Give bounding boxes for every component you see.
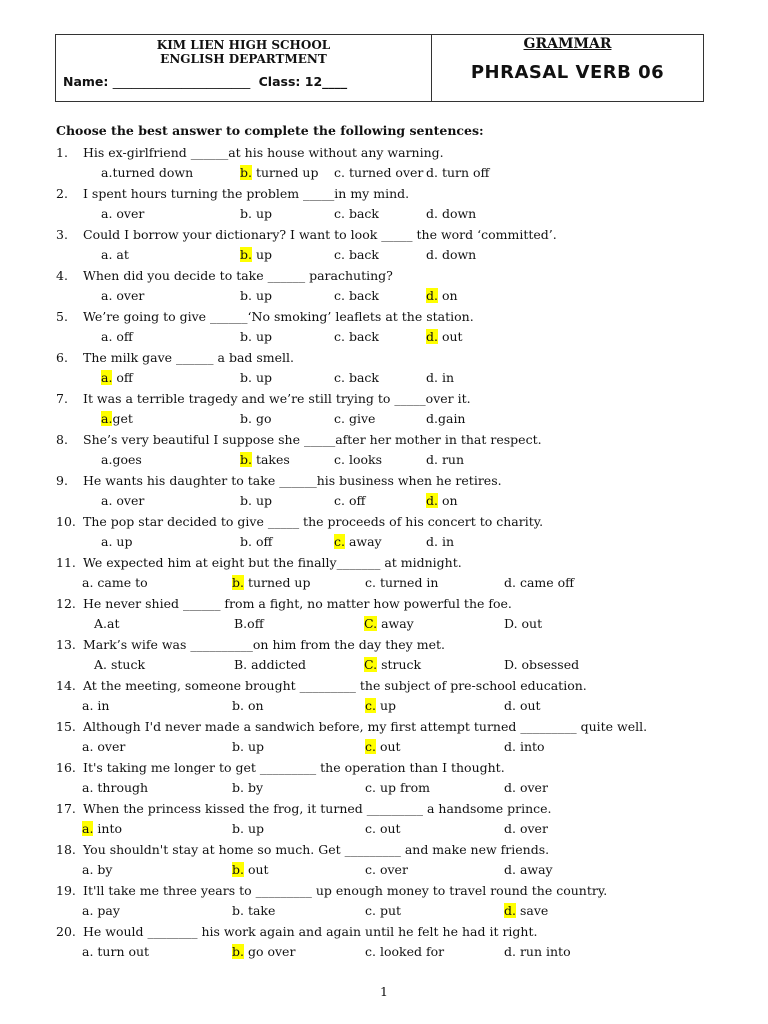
answer-option	[232, 943, 295, 961]
answer-option	[240, 328, 272, 346]
option-letter: b.	[232, 821, 244, 836]
option-letter: D.	[504, 657, 518, 672]
option-text: back	[344, 206, 379, 221]
option-letter: a.	[82, 739, 94, 754]
option-letter: d.	[504, 698, 516, 713]
option-letter: c.	[334, 165, 345, 180]
option-text: turn out	[93, 944, 150, 959]
question-number: 17.	[56, 801, 76, 816]
option-letter: A.	[94, 657, 108, 672]
option-letter: a.	[82, 821, 94, 836]
answer-option	[426, 410, 466, 428]
option-letter: b.	[232, 698, 244, 713]
option-letter: a.	[101, 370, 113, 385]
answer-option	[504, 697, 541, 715]
answer-option	[365, 738, 401, 756]
question-number: 15.	[56, 719, 76, 734]
answer-option	[504, 574, 574, 592]
question-number: 6.	[56, 350, 68, 365]
answer-option	[240, 287, 272, 305]
answer-option	[232, 738, 264, 756]
answer-option	[426, 369, 454, 387]
answer-option	[334, 533, 382, 551]
option-letter: b.	[240, 329, 252, 344]
option-text: run into	[515, 944, 571, 959]
option-text: came to	[93, 575, 148, 590]
option-text: came off	[515, 575, 575, 590]
answer-option	[334, 328, 379, 346]
worksheet-header	[55, 34, 704, 102]
answer-option	[334, 492, 365, 510]
option-letter: B.	[234, 657, 248, 672]
option-text: away	[344, 534, 382, 549]
option-letter: b.	[240, 452, 252, 467]
option-text: turned up	[243, 575, 311, 590]
answer-option	[101, 287, 144, 305]
option-letter: c.	[334, 247, 345, 262]
answer-option	[82, 779, 148, 797]
answer-option	[504, 656, 579, 674]
question-number: 10.	[56, 514, 76, 529]
answer-option	[232, 697, 264, 715]
question-text: When the princess kissed the frog, it turned _________ a handsome prince.	[83, 801, 552, 816]
option-text: gain	[437, 411, 466, 426]
answer-option	[240, 246, 272, 264]
option-letter: b.	[232, 739, 244, 754]
answer-option	[426, 328, 463, 346]
header-topic-box	[432, 35, 703, 101]
option-letter: d.	[426, 534, 438, 549]
option-text: back	[344, 247, 379, 262]
question-text: Mark’s wife was __________on him from the day they met.	[83, 637, 445, 652]
answer-option	[101, 328, 133, 346]
option-text: turned down	[112, 165, 194, 180]
option-letter: a.	[101, 329, 113, 344]
option-letter: a.	[101, 165, 113, 180]
answer-option	[426, 451, 464, 469]
answer-option	[101, 164, 193, 182]
option-letter: b.	[232, 780, 244, 795]
subject-title: GRAMMAR	[523, 36, 612, 52]
option-text: off	[247, 616, 264, 631]
option-text: at	[107, 616, 120, 631]
answer-option	[101, 492, 144, 510]
answer-option	[240, 533, 272, 551]
option-letter: c.	[334, 493, 345, 508]
option-letter: b.	[240, 411, 252, 426]
option-letter: a.	[82, 575, 94, 590]
option-text: off	[251, 534, 273, 549]
option-letter: a.	[82, 903, 94, 918]
option-text: turned up	[251, 165, 319, 180]
option-letter: c.	[334, 370, 345, 385]
answer-option	[504, 861, 553, 879]
question-text: She’s very beautiful I suppose she _____after her mother in that respect.	[83, 432, 542, 447]
option-text: go over	[243, 944, 296, 959]
answer-option	[504, 820, 548, 838]
option-text: obsessed	[517, 657, 580, 672]
option-letter: c.	[334, 206, 345, 221]
option-text: go	[251, 411, 272, 426]
option-text: out	[243, 862, 269, 877]
answer-option	[426, 287, 458, 305]
option-letter: b.	[232, 862, 244, 877]
option-letter: a.	[101, 411, 113, 426]
option-letter: c.	[365, 862, 376, 877]
option-text: in	[437, 534, 455, 549]
option-text: away	[377, 616, 414, 631]
option-letter: a.	[101, 206, 113, 221]
answer-option	[334, 410, 375, 428]
answer-option	[364, 656, 421, 674]
question-number: 9.	[56, 473, 68, 488]
option-text: out	[375, 821, 401, 836]
option-text: over	[375, 862, 408, 877]
option-text: struck	[377, 657, 422, 672]
option-letter: d.	[504, 862, 516, 877]
option-text: up	[243, 821, 265, 836]
option-letter: b.	[240, 247, 252, 262]
question-text: It was a terrible tragedy and we’re still trying to _____over it.	[83, 391, 471, 406]
option-text: off	[112, 329, 133, 344]
option-letter: a.	[82, 780, 94, 795]
option-text: give	[344, 411, 376, 426]
option-letter: a.	[101, 452, 113, 467]
answer-option	[101, 451, 142, 469]
option-text: over	[112, 493, 145, 508]
option-letter: A.	[94, 616, 108, 631]
option-letter: c.	[365, 903, 376, 918]
option-text: over	[515, 821, 548, 836]
answer-option	[94, 656, 145, 674]
option-letter: c.	[365, 780, 376, 795]
option-letter: d.	[504, 780, 516, 795]
answer-option	[240, 205, 272, 223]
option-text: up	[251, 288, 273, 303]
option-text: down	[437, 206, 477, 221]
question-text: It's taking me longer to get _________ the operation than I thought.	[83, 760, 505, 775]
option-text: up	[251, 370, 273, 385]
topic-title: PHRASAL VERB 06	[470, 62, 665, 83]
question-text: At the meeting, someone brought _________ the subject of pre-school education.	[83, 678, 587, 693]
answer-option	[232, 820, 264, 838]
question-text: He never shied ______ from a fight, no matter how powerful the foe.	[83, 596, 512, 611]
answer-option	[426, 246, 476, 264]
option-letter: B.	[234, 616, 248, 631]
option-letter: d.	[426, 370, 438, 385]
question-text: We expected him at eight but the finally_______ at midnight.	[83, 555, 462, 570]
header-school-box	[56, 35, 432, 101]
option-text: down	[437, 247, 477, 262]
question-number: 12.	[56, 596, 76, 611]
option-letter: d.	[426, 452, 438, 467]
option-text: by	[243, 780, 264, 795]
answer-option	[365, 943, 444, 961]
question-text: His ex-girlfriend ______at his house without any warning.	[83, 145, 444, 160]
answer-option	[334, 246, 379, 264]
answer-option	[334, 369, 379, 387]
option-text: turned over	[344, 165, 424, 180]
option-text: run	[437, 452, 465, 467]
answer-option	[426, 492, 458, 510]
answer-option	[365, 779, 430, 797]
option-letter: c.	[365, 944, 376, 959]
answer-option	[504, 779, 548, 797]
option-text: over	[112, 288, 145, 303]
option-letter: d.	[504, 944, 516, 959]
option-text: save	[515, 903, 549, 918]
department-name: ENGLISH DEPARTMENT	[160, 52, 327, 66]
answer-option	[504, 615, 542, 633]
option-text: off	[344, 493, 366, 508]
question-text: Could I borrow your dictionary? I want to look _____ the word ‘committed’.	[83, 227, 557, 242]
answer-option	[240, 164, 318, 182]
answer-option	[240, 492, 272, 510]
answer-option	[232, 779, 263, 797]
option-letter: b.	[240, 534, 252, 549]
option-letter: a.	[101, 247, 113, 262]
option-letter: d.	[504, 739, 516, 754]
option-text: up	[251, 329, 273, 344]
answer-option	[240, 369, 272, 387]
answer-option	[365, 861, 408, 879]
option-text: back	[344, 329, 379, 344]
option-text: by	[93, 862, 113, 877]
answer-option	[334, 287, 379, 305]
name-label: Name:	[63, 74, 109, 89]
question-text: When did you decide to take ______ parachuting?	[83, 268, 393, 283]
option-text: out	[517, 616, 543, 631]
option-letter: C.	[364, 616, 378, 631]
option-letter: C.	[364, 657, 378, 672]
option-letter: d.	[426, 329, 438, 344]
answer-option	[234, 615, 264, 633]
answer-option	[101, 533, 132, 551]
option-letter: b.	[232, 944, 244, 959]
answer-option	[364, 615, 414, 633]
question-text: The milk gave ______ a bad smell.	[83, 350, 295, 365]
question-number: 13.	[56, 637, 76, 652]
answer-option	[232, 574, 310, 592]
option-letter: a.	[101, 493, 113, 508]
question-number: 20.	[56, 924, 76, 939]
answer-option	[232, 902, 275, 920]
option-letter: d.	[504, 575, 516, 590]
question-number: 18.	[56, 842, 76, 857]
option-text: put	[375, 903, 402, 918]
page-number: 1	[380, 984, 388, 999]
answer-option	[334, 164, 423, 182]
question-number: 8.	[56, 432, 68, 447]
option-letter: b.	[240, 288, 252, 303]
option-text: off	[112, 370, 133, 385]
option-text: in	[437, 370, 455, 385]
option-text: up	[251, 493, 273, 508]
question-number: 7.	[56, 391, 68, 406]
option-letter: d.	[426, 165, 438, 180]
option-letter: d.	[426, 247, 438, 262]
option-letter: a.	[101, 288, 113, 303]
option-text: turn off	[437, 165, 490, 180]
name-class-row	[63, 74, 347, 89]
option-letter: c.	[365, 698, 376, 713]
answer-option	[426, 164, 489, 182]
option-letter: c.	[334, 534, 345, 549]
option-letter: D.	[504, 616, 518, 631]
question-number: 14.	[56, 678, 76, 693]
answer-option	[101, 369, 133, 387]
question-number: 11.	[56, 555, 76, 570]
answer-option	[240, 410, 272, 428]
option-text: out	[437, 329, 463, 344]
answer-option	[426, 205, 476, 223]
option-text: over	[112, 206, 145, 221]
option-text: over	[515, 780, 548, 795]
option-text: on	[437, 493, 458, 508]
option-text: into	[515, 739, 545, 754]
class-label: Class: 12____	[258, 74, 348, 89]
school-name: KIM LIEN HIGH SCHOOL	[156, 38, 331, 52]
option-letter: c.	[365, 575, 376, 590]
option-letter: b.	[240, 370, 252, 385]
option-letter: b.	[240, 165, 252, 180]
answer-option	[101, 410, 133, 428]
answer-option	[101, 205, 144, 223]
name-blank: ______________________	[112, 74, 251, 89]
answer-option	[365, 902, 401, 920]
answer-option	[240, 451, 290, 469]
option-text: on	[437, 288, 458, 303]
answer-option	[334, 451, 382, 469]
option-letter: c.	[365, 821, 376, 836]
question-text: You shouldn't stay at home so much. Get _________ and make new friends.	[83, 842, 550, 857]
option-text: out	[375, 739, 401, 754]
option-letter: c.	[334, 452, 345, 467]
option-text: turned in	[375, 575, 439, 590]
answer-option	[504, 902, 548, 920]
option-text: take	[243, 903, 276, 918]
question-number: 1.	[56, 145, 68, 160]
option-text: takes	[251, 452, 290, 467]
question-number: 5.	[56, 309, 68, 324]
question-number: 2.	[56, 186, 68, 201]
option-letter: a.	[82, 944, 94, 959]
answer-option	[94, 615, 120, 633]
question-number: 16.	[56, 760, 76, 775]
option-letter: b.	[240, 493, 252, 508]
option-letter: b.	[232, 575, 244, 590]
answer-option	[101, 246, 129, 264]
option-letter: c.	[334, 411, 345, 426]
option-letter: c.	[365, 739, 376, 754]
answer-option	[82, 902, 120, 920]
option-letter: c.	[334, 329, 345, 344]
answer-option	[426, 533, 454, 551]
answer-option	[504, 943, 571, 961]
question-text: We’re going to give ______‘No smoking’ leaflets at the station.	[83, 309, 474, 324]
option-letter: d.	[426, 206, 438, 221]
question-number: 19.	[56, 883, 76, 898]
option-letter: b.	[232, 903, 244, 918]
option-text: back	[344, 370, 379, 385]
answer-option	[82, 574, 148, 592]
option-text: looked for	[375, 944, 445, 959]
answer-option	[82, 738, 125, 756]
option-text: pay	[93, 903, 120, 918]
option-text: up	[243, 739, 265, 754]
option-letter: d.	[426, 493, 438, 508]
option-text: up from	[375, 780, 430, 795]
option-letter: c.	[334, 288, 345, 303]
question-text: Although I'd never made a sandwich before, my first attempt turned _________ quite well.	[83, 719, 648, 734]
option-letter: d.	[426, 288, 438, 303]
option-letter: a.	[82, 698, 94, 713]
question-text: He would ________ his work again and again until he felt he had it right.	[83, 924, 538, 939]
option-text: up	[112, 534, 133, 549]
option-text: back	[344, 288, 379, 303]
answer-option	[334, 205, 379, 223]
option-text: on	[243, 698, 264, 713]
question-text: The pop star decided to give _____ the proceeds of his concert to charity.	[83, 514, 544, 529]
answer-option	[82, 861, 112, 879]
option-text: addicted	[247, 657, 307, 672]
option-letter: a.	[82, 862, 94, 877]
answer-option	[365, 574, 438, 592]
question-text: He wants his daughter to take ______his business when he retires.	[83, 473, 502, 488]
option-text: in	[93, 698, 110, 713]
option-letter: d.	[426, 411, 438, 426]
question-text: It'll take me three years to _________ up enough money to travel round the country.	[83, 883, 608, 898]
option-text: over	[93, 739, 126, 754]
option-text: stuck	[107, 657, 146, 672]
option-letter: d.	[504, 821, 516, 836]
instructions: Choose the best answer to complete the following sentences:	[56, 123, 484, 138]
answer-option	[365, 697, 396, 715]
answer-option	[82, 697, 109, 715]
option-letter: d.	[504, 903, 516, 918]
answer-option	[82, 943, 149, 961]
answer-option	[232, 861, 269, 879]
answer-option	[234, 656, 306, 674]
option-text: away	[515, 862, 553, 877]
question-number: 4.	[56, 268, 68, 283]
option-text: up	[251, 247, 273, 262]
option-letter: a.	[101, 534, 113, 549]
option-letter: b.	[240, 206, 252, 221]
option-text: out	[515, 698, 541, 713]
option-text: looks	[344, 452, 382, 467]
option-text: up	[251, 206, 273, 221]
option-text: at	[112, 247, 129, 262]
answer-option	[365, 820, 401, 838]
answer-option	[504, 738, 545, 756]
option-text: get	[112, 411, 133, 426]
option-text: into	[93, 821, 123, 836]
option-text: goes	[112, 452, 142, 467]
option-text: through	[93, 780, 149, 795]
question-text: I spent hours turning the problem _____in my mind.	[83, 186, 410, 201]
answer-option	[82, 820, 122, 838]
option-text: up	[375, 698, 397, 713]
question-number: 3.	[56, 227, 68, 242]
